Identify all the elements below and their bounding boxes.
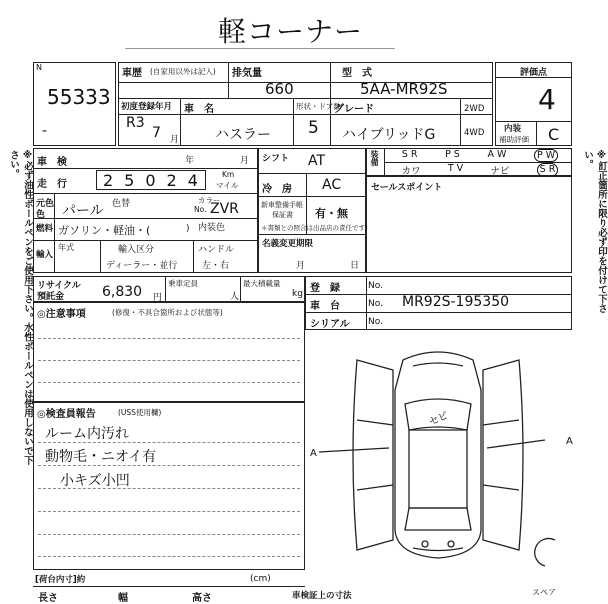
color-label-2: 色 (36, 210, 46, 220)
left-side-note: ※必ず油性ボールペンをご使用下さい。水性ボールペンは使用しないで下さい。 (8, 150, 33, 465)
equip-ps: P S (445, 149, 460, 160)
color-no-label: カラー (198, 196, 221, 205)
inspection-year-unit: 年 (185, 156, 195, 166)
fuel-close: ) (186, 224, 190, 234)
history-note: (自家用以外は記入) (150, 67, 216, 76)
mileage-value: 25024 (103, 171, 209, 190)
cargo-width: 幅 (118, 593, 128, 604)
inspector-line-3: 小キズ小凹 (60, 473, 130, 489)
notes-label: ◎注意事項 (37, 309, 86, 320)
car-right-side (483, 360, 523, 550)
recycle-label: リサイクル (37, 281, 81, 291)
inspection-label: 車 検 (37, 157, 67, 168)
inspector-line-2: 動物毛・ニオイ有 (45, 449, 157, 465)
car-roof (409, 430, 467, 508)
cargo-length: 長さ (38, 593, 58, 604)
handle-value: 左・右 (202, 261, 230, 271)
color-change-label: 色替 (112, 199, 131, 209)
serial-label: シリアル (310, 319, 350, 330)
inspector-line-1: ルーム内汚れ (45, 426, 129, 442)
reg-label: 登 録 (310, 283, 340, 294)
sales-point-box (366, 176, 572, 273)
displacement-label: 排気量 (232, 68, 262, 79)
doors-label: 形状・ドア数 (296, 102, 341, 111)
rating-label: 評価点 (520, 68, 548, 78)
diagram-mark-center: セピ (427, 410, 451, 429)
ac-value: AC (322, 177, 342, 193)
load-unit: kg (292, 289, 303, 299)
first-reg-month: 7 (152, 125, 161, 141)
interior-value: C (548, 125, 560, 144)
recycle-amount: 6,830 (102, 284, 143, 300)
recycle-unit: 円 (153, 293, 163, 303)
recycle-label-2: 預託金 (37, 292, 65, 302)
interior-color-label: 内装色 (198, 223, 226, 233)
equip-sr: S R (401, 149, 418, 160)
equipment-row-1 (388, 149, 572, 162)
import-label: 輸入 (36, 250, 54, 260)
first-reg-label: 初度登録年月 (121, 102, 173, 112)
handle-label: ハンドル (198, 245, 235, 255)
hand-mark-left (319, 448, 389, 452)
lot-dash: - (42, 123, 48, 139)
cargo-height: 高さ (192, 593, 212, 604)
diagram-mark-left: A (310, 448, 317, 459)
displacement-value: 660 (265, 80, 294, 98)
mileage-cells (96, 170, 209, 190)
lot-number: 55333 (47, 85, 111, 109)
chassis-no-value: MR92S-195350 (402, 294, 510, 310)
equip-aw: A W (487, 149, 507, 160)
hand-mark-right (487, 440, 545, 448)
car-diagram (305, 330, 572, 575)
equip-tv: T V (447, 163, 464, 174)
car-rear-bumper (413, 548, 463, 551)
name-change-month: 月 (296, 261, 306, 271)
capacity-unit: 人 (230, 292, 240, 302)
chassis-no-label: No. (368, 299, 383, 309)
chassis-label: 車 台 (310, 301, 340, 312)
color-no-sub: No. (194, 205, 207, 214)
car-body-outline (395, 352, 481, 558)
drive-2wd: 2WD (464, 104, 485, 114)
rating-box (495, 62, 572, 146)
equipment-label: 装備 (370, 150, 379, 166)
mile-unit: マイル (216, 181, 239, 190)
inspector-sub: (USS使用欄) (118, 408, 162, 417)
serial-no: No. (368, 317, 383, 327)
model-label: 型 式 (342, 68, 372, 79)
cargo-label: [荷台内寸]約 (35, 575, 86, 585)
diagram-mark-right: A (566, 436, 573, 447)
color-no-value: ZVR (210, 201, 239, 217)
notes-sub: (修復・不具合箇所および状態等) (112, 308, 223, 317)
car-rear-window (405, 508, 471, 530)
lot-box (33, 62, 116, 146)
interior-label: 内装 (504, 124, 522, 134)
car-name-value: ハスラー (215, 127, 271, 143)
bottom-note: 車検証上の寸法 (292, 591, 352, 601)
car-left-side (353, 360, 393, 550)
shift-value: AT (308, 153, 326, 169)
page-title: 軽コーナー (218, 15, 364, 48)
name-change-day: 日 (350, 261, 360, 271)
lot-label: N (36, 63, 42, 72)
color-value: パール (62, 203, 104, 219)
rating-score: 4 (538, 83, 556, 116)
ac-label: 冷 房 (262, 184, 292, 195)
equipment-row-2 (388, 163, 572, 177)
load-label: 最大積載量 (243, 279, 281, 288)
new-car-note: ＊書類との照合は出品店の責任です。 (261, 224, 371, 232)
km-unit: Km (222, 170, 235, 179)
fuel-label: 燃料 (36, 224, 54, 234)
first-reg-month-unit: 月 (170, 135, 180, 145)
color-label: 元色 (36, 199, 55, 209)
right-side-note: ※訂正箇所に限り必ず印を付けて下さい。 (582, 150, 607, 313)
grade-value: ハイブリッドG (342, 127, 436, 143)
inspector-label: ◎検査員報告 (37, 409, 96, 420)
doors-value: 5 (308, 118, 319, 138)
inspection-month-unit: 月 (240, 156, 250, 166)
import-year-label: 年式 (58, 243, 74, 252)
title-underline (125, 48, 395, 49)
equip-navi: ナビ (490, 166, 510, 177)
car-name-label: 車 名 (184, 104, 214, 115)
mileage-label: 走 行 (37, 179, 67, 190)
new-car-label: 新車整備手帳 (261, 201, 303, 209)
sales-point-label: セールスポイント (371, 183, 443, 193)
capacity-label: 乗車定員 (168, 279, 198, 288)
history-label: 車歴 (122, 68, 142, 79)
spare-label: スペア (532, 588, 556, 597)
car-front-bumper (413, 363, 463, 366)
first-reg-year: R3 (126, 115, 145, 131)
new-car-sub: 保証書 (272, 211, 293, 219)
spare-circle (535, 538, 555, 566)
fuel-value: ガソリン・軽油・( (58, 224, 151, 237)
equip-leather: カワ (401, 166, 421, 177)
reg-no: No. (368, 281, 383, 291)
model-value: 5AA-MR92S (360, 80, 448, 98)
import-class-label: 輸入区分 (118, 245, 155, 255)
grade-label: グレード (334, 104, 374, 115)
new-car-value: 有・無 (315, 207, 348, 220)
import-class-value: ディーラー・並行 (106, 261, 178, 271)
shift-label: シフト (262, 154, 290, 164)
interior-sub: 補助評価 (499, 135, 529, 144)
cargo-unit: (cm) (250, 574, 271, 584)
name-change-label: 名義変更期限 (262, 239, 314, 249)
equip-sr2: S R (537, 163, 559, 177)
equip-pw: P W (534, 149, 558, 162)
drive-4wd: 4WD (464, 128, 485, 138)
